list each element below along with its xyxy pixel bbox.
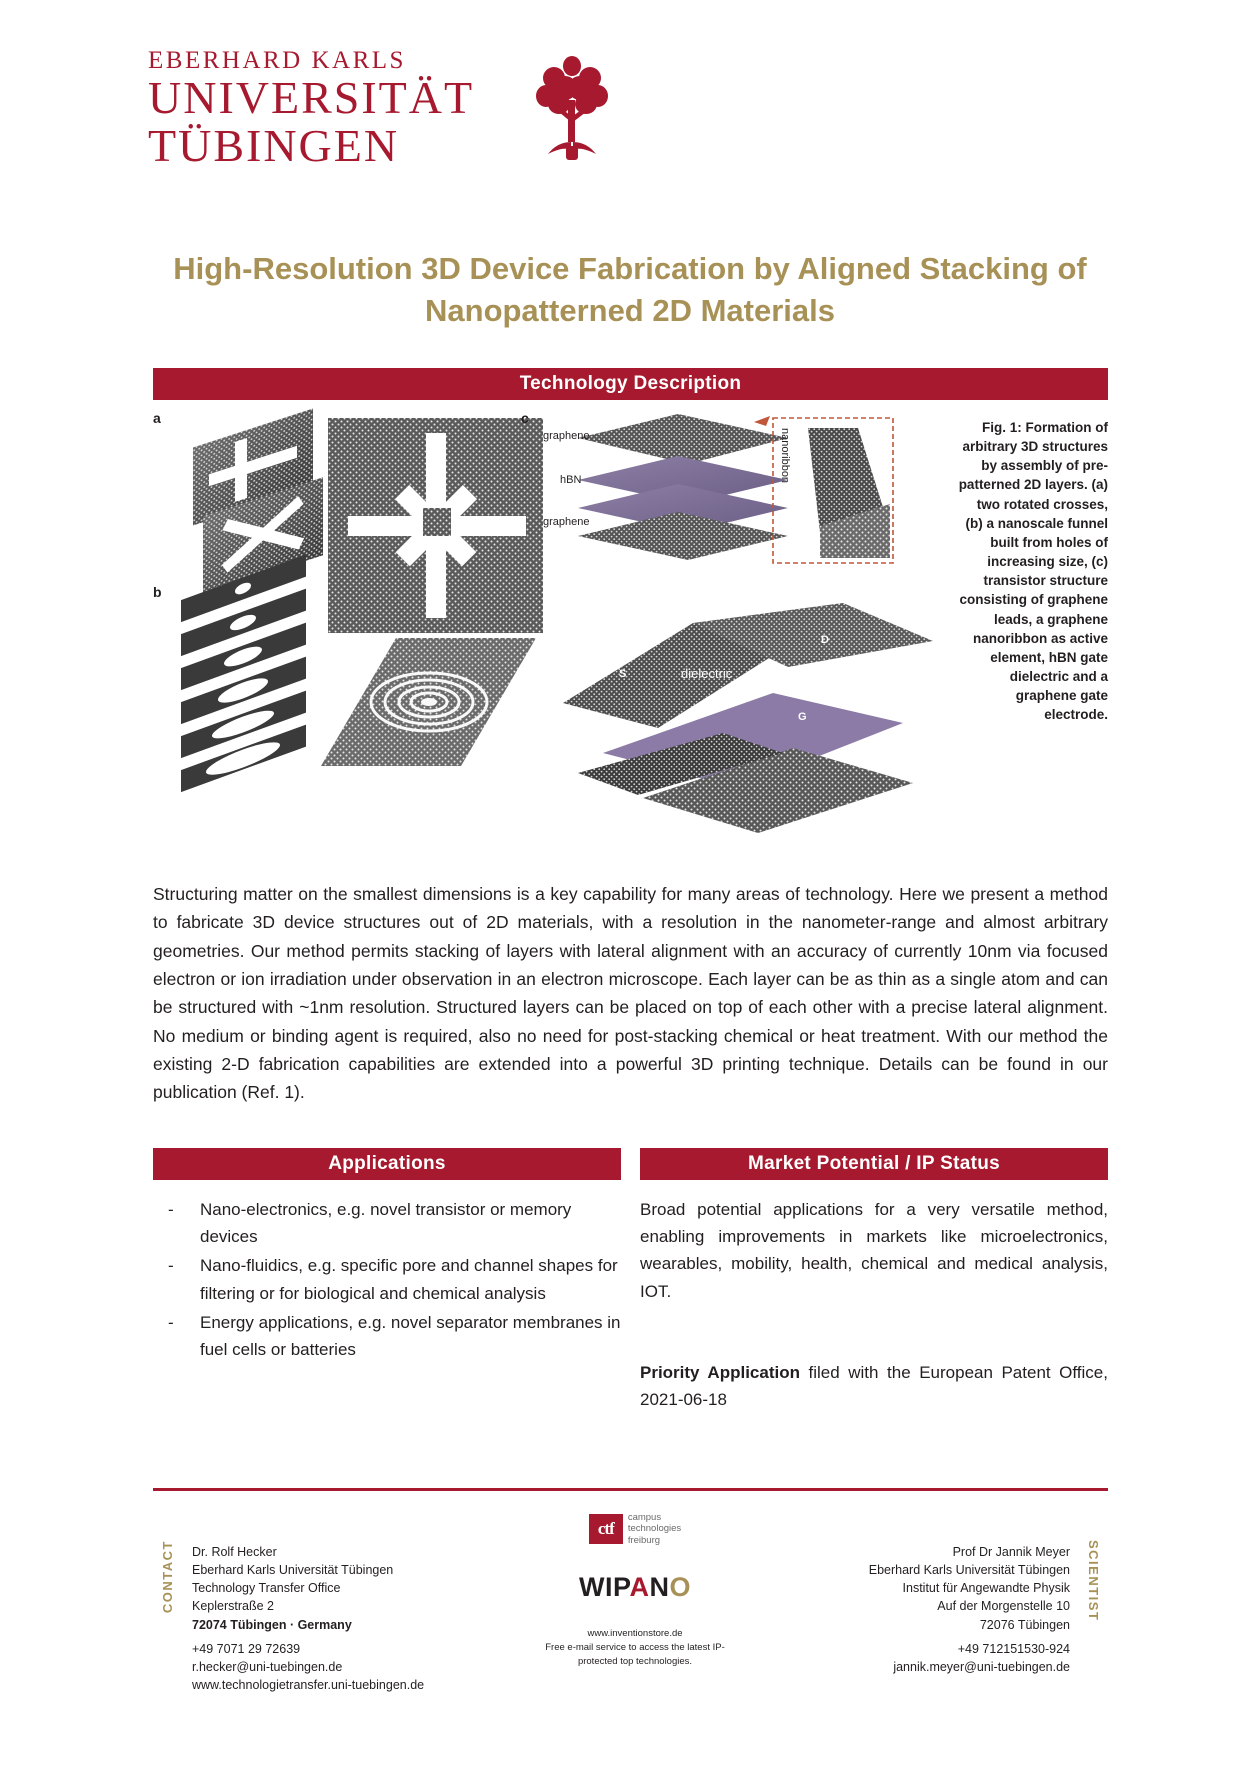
scientist-institute: Institut für Angewandte Physik xyxy=(902,1581,1070,1596)
panel-label-b: b xyxy=(153,584,162,600)
label-gate: G xyxy=(798,711,807,723)
applications-column xyxy=(168,1196,623,1365)
contact-label: CONTACT xyxy=(160,1540,175,1614)
bullet-marker: - xyxy=(168,1312,174,1332)
contact-name: Dr. Rolf Hecker xyxy=(192,1545,277,1559)
inventionstore-note-line-2: Free e-mail service to access the latest IP- xyxy=(545,1641,725,1653)
ctf-word-3: freiburg xyxy=(627,1534,661,1546)
panel-label-a: a xyxy=(153,410,161,426)
ctf-word-1: campus xyxy=(627,1512,662,1523)
figure-graphic xyxy=(153,408,953,863)
figure-1 xyxy=(153,408,1108,863)
ctf-mark-icon: ctf xyxy=(589,1514,623,1544)
page-title: High-Resolution 3D Device Fabrication by Aligned Stacking of Nanopatterned 2D Materials xyxy=(173,251,1087,328)
list-item-text: Nano-fluidics, e.g. specific pore and channel shapes for filtering or for biological and chemical analysis xyxy=(200,1256,618,1303)
wordmark-line-2: UNIVERSITÄT xyxy=(148,72,475,123)
applications-list xyxy=(168,1196,623,1363)
scientist-street: Auf der Morgenstelle 10 xyxy=(937,1599,1070,1614)
priority-application-detail: filed with the European Patent Office, 2021-06-18 xyxy=(640,1362,1108,1409)
label-graphene-bottom: graphene xyxy=(543,516,590,528)
bullet-marker: - xyxy=(168,1200,174,1219)
contact-office: Technology Transfer Office xyxy=(192,1581,341,1596)
inventionstore-note-line-3: protected top technologies. xyxy=(577,1655,693,1667)
priority-application-paragraph xyxy=(640,1359,1108,1413)
ctf-logo xyxy=(540,1512,730,1546)
wipano-logo: WIPANO xyxy=(578,1572,691,1603)
inventionstore-url[interactable]: www.inventionstore.de xyxy=(587,1628,683,1640)
label-dielectric: dielectric xyxy=(681,666,733,681)
market-paragraph: Broad potential applications for a very versatile method, enabling improvements in markets like microelectronics, wearables, mobility, health, chemical and medical analysis, IOT. xyxy=(640,1200,1108,1301)
technology-description-text: Structuring matter on the smallest dimensions is a key capability for many areas of technology. Here we present a method to fabricate 3D device structures out of 2D materials, with a resolution in the nanometer-range and almost arbitrary geometries. Our method permits stacking of layers with lateral alignment with an accuracy of currently 10nm via focused electron or ion irradiation under observation in an electron microscope. Each layer can be as thin as a single atom and can be structured with ~1nm resolution. Structured layers can be placed on top of each other with a precise lateral alignment. No medium or binding agent is required, also no need for post-stacking chemical or heat treatment. With our method the existing 2-D fabrication capabilities are extended into a powerful 3D printing technique. Details can be found in our publication (Ref. 1). xyxy=(153,884,1108,1103)
label-hbn: hBN xyxy=(560,474,582,486)
section-header-applications: Applications xyxy=(153,1148,621,1180)
university-wordmark xyxy=(148,48,474,169)
tree-icon xyxy=(532,54,612,169)
priority-application-label: Priority Application xyxy=(640,1362,800,1382)
contact-address xyxy=(192,1543,492,1634)
contact-org: Eberhard Karls Universität Tübingen xyxy=(192,1563,394,1578)
bullet-marker: - xyxy=(168,1256,174,1276)
label-drain: D xyxy=(821,634,829,646)
scientist-name: Prof Dr Jannik Meyer xyxy=(952,1545,1070,1559)
scientist-address xyxy=(740,1543,1070,1634)
contact-details xyxy=(192,1640,512,1694)
scientist-city: 72076 Tübingen xyxy=(979,1617,1070,1632)
footer-divider xyxy=(153,1488,1108,1491)
list-item-text: Energy applications, e.g. novel separator membranes in fuel cells or batteries xyxy=(200,1312,621,1359)
label-graphene-top: graphene xyxy=(543,430,590,442)
market-column xyxy=(640,1196,1108,1443)
section-header-technology-description: Technology Description xyxy=(153,368,1108,400)
scientist-email[interactable]: jannik.meyer@uni-tuebingen.de xyxy=(893,1660,1070,1675)
wordmark-line-1: EBERHARD KARLS xyxy=(148,47,406,74)
ctf-word-2: technologies xyxy=(627,1523,682,1535)
inventionstore-note xyxy=(540,1627,730,1668)
scientist-org: Eberhard Karls Universität Tübingen xyxy=(868,1563,1070,1578)
contact-city: 72074 Tübingen · Germany xyxy=(192,1617,352,1632)
list-item xyxy=(168,1196,623,1250)
scientist-details xyxy=(740,1640,1070,1676)
section-header-market-potential: Market Potential / IP Status xyxy=(640,1148,1108,1180)
list-item-text: Nano-electronics, e.g. novel transistor or memory devices xyxy=(200,1200,572,1247)
contact-email[interactable]: r.hecker@uni-tuebingen.de xyxy=(192,1660,343,1675)
university-header xyxy=(148,48,708,183)
panel-label-c: c xyxy=(521,410,529,426)
scientist-label: SCIENTIST xyxy=(1086,1540,1101,1622)
label-nanoribbon: nanoribbon xyxy=(779,428,791,484)
contact-street: Keplerstraße 2 xyxy=(192,1599,274,1614)
contact-website[interactable]: www.technologietransfer.uni-tuebingen.de xyxy=(192,1678,425,1693)
partner-logos xyxy=(540,1512,730,1668)
list-item xyxy=(168,1309,623,1363)
label-source: S xyxy=(619,668,627,680)
list-item xyxy=(168,1252,623,1306)
wordmark-line-3: TÜBINGEN xyxy=(148,120,400,171)
figure-caption: Fig. 1: Formation of arbitrary 3D structures by assembly of pre-patterned 2D layers. (a) two rotated crosses, (b) a nanoscale funnel built from holes of increasing size, (c) transistor structure consisting of graphene leads, a graphene nanoribbon as active element, hBN gate dielectric and a graphene gate electrode. xyxy=(958,420,1108,723)
scientist-phone: +49 712151530-924 xyxy=(957,1642,1070,1656)
ctf-wordmark xyxy=(628,1512,681,1546)
contact-phone: +49 7071 29 72639 xyxy=(192,1642,301,1656)
